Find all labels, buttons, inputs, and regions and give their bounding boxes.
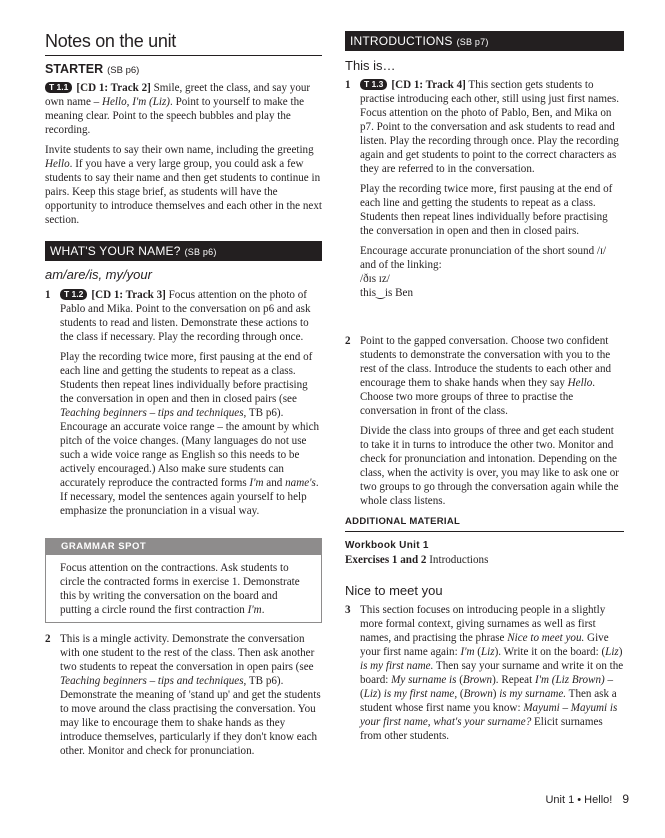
intro-exercise-3 <box>345 603 624 763</box>
this-is-subhead: This is… <box>345 58 396 73</box>
starter-title: STARTER <box>45 62 104 76</box>
whats-your-name-bar: WHAT'S YOUR NAME? (SB p6) <box>45 241 322 261</box>
unit-title: Notes on the unit <box>45 31 322 56</box>
intro-exercise-1 <box>345 78 624 330</box>
whats-your-name-subhead: am/are/is, my/your <box>45 267 152 282</box>
footer-unit-label: Unit 1 • Hello! <box>545 794 613 806</box>
grammar-spot-heading: GRAMMAR SPOT <box>46 539 321 555</box>
intro-exercise-1-paragraph-3: Encourage accurate pronunciation of the short sound /ɪ/ and of the linking: <box>360 245 607 271</box>
linking-example: this‿is Ben <box>360 287 413 299</box>
additional-material-rule <box>345 531 624 532</box>
track-tag-t1-3: T 1.3 <box>360 79 387 90</box>
workbook-line: Exercises 1 and 2 Introductions <box>345 554 489 566</box>
intro-exercise-3-paragraph: This section focuses on introducing people in a slightly more formal context, giving surnames as well as first names, and practising the phrase Nice to meet you. Give your first name again: I'm (Liz). Write it on the board: (Liz) is my first name. Then say your surname and write it on the board: My surname is (Brown). Repeat I'm (Liz Brown) – (Liz) is my first name, (Brown) is my surname. Then ask a student whose first name you know: Mayumi – Mayumi is your first name, what's your surname? Elicit surnames from other students. <box>360 604 624 742</box>
starter-paragraph-2: Invite students to say their own name, including the greeting Hello. If you have a very large group, you could ask a few students to say their name and then get students to continue in pairs. Keep this stage brief, as students will have the opportunity to introduce themselves and each other in the next section. <box>45 144 322 226</box>
page-number: 9 <box>622 792 629 806</box>
exercise-1-paragraph-2: Play the recording twice more, first pausing at the end of each line and getting the students to repeat as a class. Students then repeat lines individually before practising the conversation in open and then in closed pairs (see Teaching beginners – tips and techniques, TB p6). Encourage an accurate voice range – the amount by which pitch of the voice changes. (Many languages do not use such a wide voice range as English so this needs to be actively encouraged.) Also make sure students can accurately reproduce the contracted forms I'm and name's. If necessary, model the sentences again yourself to help emphasize the pronunciation in a visual way. <box>60 351 320 517</box>
exercise-1-number: 1 <box>45 289 51 301</box>
starter-text <box>45 81 322 227</box>
track-tag-t1-1: T 1.1 <box>45 82 72 93</box>
introductions-bar: INTRODUCTIONS (SB p7) <box>345 31 624 51</box>
intro-exercise-1-paragraph-1: T 1.3 [CD 1: Track 4] This section gets students to practise introducing each other, still using just first names. Focus attention on the photo of Pablo, Ben, and Mika on p7. Point to the conversation and ask students to read and listen. Play the recording through once. Play the recording again and get students to point to the correct characters as they are referred to in the conversation. <box>360 79 619 175</box>
exercise-2-paragraph: This is a mingle activity. Demonstrate the conversation with one student to the rest of the class. Then ask another two students to repeat the conversation in open pairs (see Teaching beginners – tips and techniques, TB p6). Demonstrate the meaning of 'stand up' and get the students to move around the class practising the conversation. You may like to encourage them to shake hands as they introduce themselves, particularly if they don't know each other. Monitor and check for pronunciation. <box>60 633 321 757</box>
additional-material-heading: ADDITIONAL MATERIAL <box>345 516 461 527</box>
starter-track: [CD 1: Track 2] <box>76 82 151 94</box>
intro-exercise-2-paragraph-1: Point to the gapped conversation. Choose two confident students to demonstrate the conversation with you to the rest of the class. Introduce the students to each other and encourage them to shake hands when they say Hello. Choose two more groups of three to practise the conversation in front of the class. <box>360 335 612 417</box>
exercise-2 <box>45 632 322 777</box>
grammar-spot-box <box>45 538 322 623</box>
nice-to-meet-you-subhead: Nice to meet you <box>345 583 443 598</box>
grammar-spot-text: Focus attention on the contractions. Ask students to circle the contracted forms in exercise 1. Demonstrate this by writing the conversation on the board and putting a circle round the first contraction I'm. <box>60 562 300 616</box>
starter-heading <box>45 62 139 78</box>
intro-exercise-1-paragraph-2: Play the recording twice more, first pausing at the end of each line and getting the students to repeat as a class. Students then repeat lines individually before practising the conversation in open and then in closed pairs. <box>360 183 613 237</box>
exercise-1 <box>45 288 322 533</box>
intro-exercise-3-number: 3 <box>345 604 351 616</box>
intro-exercise-1-number: 1 <box>345 79 351 91</box>
exercise-2-number: 2 <box>45 633 51 645</box>
page-footer <box>545 792 629 807</box>
intro-exercise-2-paragraph-2: Divide the class into groups of three and get each student to take it in turns to introduce the other two. Monitor and check for pronunciation and intonation. Depending on the class, when the activity is over, you may like to ask one or two groups to go through the conversation again while the whole class listens. <box>360 425 619 507</box>
intro-exercise-2-number: 2 <box>345 335 351 347</box>
starter-ref: (SB p6) <box>107 65 140 76</box>
track-tag-t1-2: T 1.2 <box>60 289 87 300</box>
workbook-heading: Workbook Unit 1 <box>345 540 429 551</box>
intro-exercise-2 <box>345 334 624 506</box>
exercise-1-paragraph-1: T 1.2 [CD 1: Track 3] Focus attention on the photo of Pablo and Mika. Point to the conversation on p6 and ask students to read and listen. Demonstrate these actions to the class if necessary. Play the recording through once. <box>60 289 311 343</box>
phonetic-transcription: /ðɪs ɪz/ <box>360 273 390 285</box>
starter-paragraph-1: T 1.1 [CD 1: Track 2] Smile, greet the class, and say your own name – Hello, I'm (Liz). Point to yourself to make the meaning clear. Point to the speech bubbles and play the recording. <box>45 82 311 136</box>
